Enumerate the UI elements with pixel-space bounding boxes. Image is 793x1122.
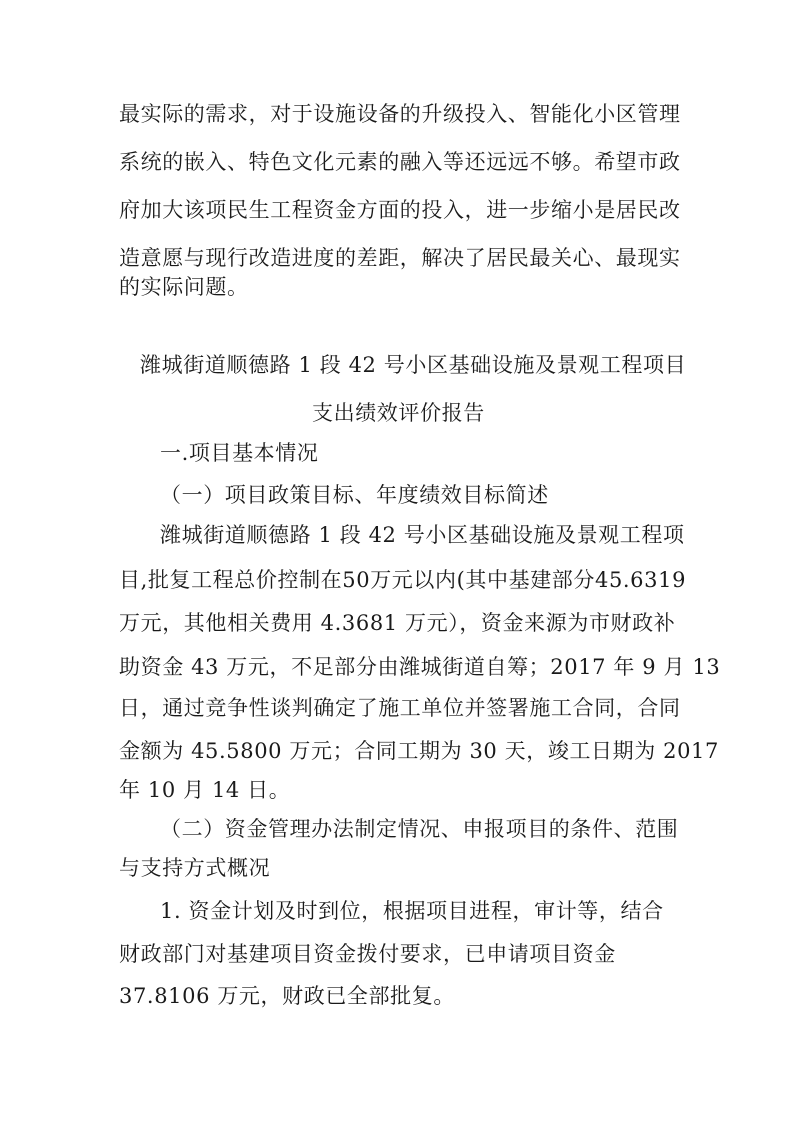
body-line: 年 10 月 14 日。 <box>119 778 291 802</box>
body-line: 万元，其他相关费用 4.3681 万元），资金来源为市财政补 <box>119 611 676 635</box>
paragraph-line: 最实际的需求，对于设施设备的升级投入、智能化小区管理 <box>119 102 681 126</box>
list-item-line: 财政部门对基建项目资金拨付要求，已申请项目资金 <box>119 942 616 966</box>
paragraph-line: 系统的嵌入、特色文化元素的融入等还远远不够。希望市政 <box>119 150 681 174</box>
report-title-line-1: 潍城街道顺德路 1 段 42 号小区基础设施及景观工程项目 <box>140 353 687 377</box>
body-line: 金额为 45.5800 万元；合同工期为 30 天，竣工日期为 2017 <box>119 739 719 763</box>
body-line: 潍城街道顺德路 1 段 42 号小区基础设施及景观工程项 <box>160 523 685 547</box>
body-line: 日，通过竞争性谈判确定了施工单位并签署施工合同，合同 <box>119 696 681 720</box>
report-title-line-2: 支出绩效评价报告 <box>312 401 485 425</box>
paragraph-line: 造意愿与现行改造进度的差距，解决了居民最关心、最现实 <box>119 246 681 270</box>
subsection-heading: （一）项目政策目标、年度绩效目标简述 <box>160 483 549 507</box>
section-heading: 一.项目基本情况 <box>160 441 319 465</box>
body-line: 目,批复工程总价控制在50万元以内(其中基建部分45.6319 <box>119 568 687 592</box>
subsection-heading: （二）资金管理办法制定情况、申报项目的条件、范围 <box>160 817 679 841</box>
body-line: 助资金 43 万元，不足部分由潍城街道自筹；2017 年 9 月 13 <box>119 655 721 679</box>
list-item-line: 37.8106 万元，财政已全部批复。 <box>119 984 455 1008</box>
subsection-heading: 与支持方式概况 <box>119 856 271 880</box>
paragraph-line: 府加大该项民生工程资金方面的投入，进一步缩小是居民改 <box>119 198 681 222</box>
list-item-line: 1. 资金计划及时到位，根据项目进程，审计等，结合 <box>160 899 664 923</box>
paragraph-line: 的实际问题。 <box>119 275 249 299</box>
